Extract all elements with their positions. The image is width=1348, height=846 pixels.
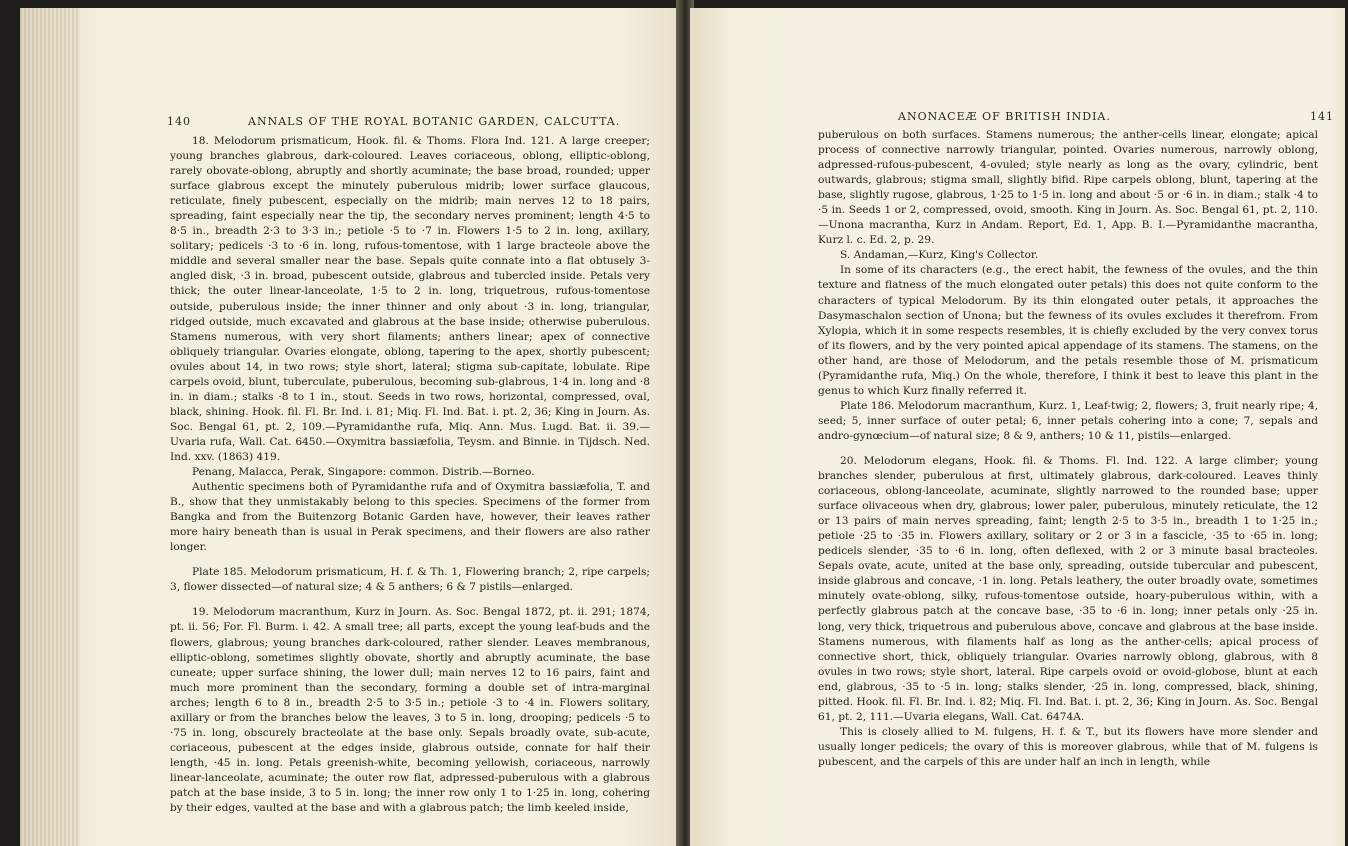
- paragraph-species-19: 19. Melodorum macranthum, Kurz in Journ. As. Soc. Bengal 1872, pt. ii. 291; 1874, pt. ii. 56; For. Fl. Burm. i. 42. A small tree; all parts, except the young leaf-buds and the flowers, glabrous; young branches dark-coloured, rather slender. Leaves membranous, elliptic-oblong, sometimes slightly obovate, shortly and abruptly acuminate, the base cuneate; upper surface shining, the lower dull; main nerves 12 to 16 pairs, faint and much more prominent than the secondary, forming a double set of intra-marginal arches; length 6 to 8 in., breadth 2·5 to 3·5 in.; petiole ·3 to ·4 in. Flowers solitary, axillary or from the branches below the leaves, 3 to 5 in. long, drooping; pedicels ·5 to ·75 in. long, obscurely bracteolate at the base only. Sepals broadly ovate, sub-acute, coriaceous, pubescent at the edges inside, glabrous outside, connate for half their length, ·45 in. long. Petals greenish-white, becoming yellowish, coriaceous, narrowly linear-lanceolate, acuminate; the outer row flat, adpressed-puberulous with a glabrous patch at the base inside, 3 to 5 in. long; the inner row only 1 to 1·25 in. long, cohering by their edges, vaulted at the base and with a glabrous patch; the limb keeled inside,: [170, 606, 650, 815]
- paragraph-species-20: 20. Melodorum elegans, Hook. fil. & Thoms. Fl. Ind. 122. A large climber; young branches slender, puberulous at first, ultimately glabrous, dark-coloured. Leaves thinly coriaceous, oblong-lanceolate, acuminate, slightly narrowed to the rounded base; upper surface olivaceous when dry, glabrous; lower paler, puberulous, minutely reticulate, the 12 or 13 pairs of main nerves spreading, faint; length 2·5 to 3·5 in., breadth 1 to 1·25 in.; petiole ·25 to ·35 in. Flowers axillary, solitary or 2 or 3 in a fascicle, ·35 to ·65 in. long; pedicels slender, ·35 to ·6 in. long, often deflexed, with 2 or 3 minute basal bracteoles. Sepals ovate, acute, united at the base only, spreading, outside tubercular and pubescent, inside glabrous and concave, ·1 in. long. Petals leathery, the outer broadly ovate, sometimes minutely ovate-oblong, silky, rufous-tomentose outside, hoary-puberulous within, with a perfectly glabrous patch at the concave base, ·35 to ·6 in. long; inner petals only ·25 in. long, very thick, triquetrous and puberulous above, concave and glabrous at the base inside. Stamens numerous, with filaments half as long as the anther-cells; apical process of connective short, thick, obliquely triangular. Ovaries narrowly oblong, glabrous, with 8 ovules in two rows; style short, lateral. Ripe carpels ovoid or ovoid-globose, blunt at each end, glabrous, ·35 to ·5 in. long; stalks slender, ·25 in. long, compressed, black, shining, pitted. Hook. fil. Fl. Br. Ind. i. 82; Miq. Fl. Ind. Bat. i. pt. 2, 36; King in Journ. As. Soc. Bengal 61, pt. 2, 111.—Uvaria elegans, Wall. Cat. 6474A.: [818, 454, 1318, 723]
- plate-185-caption: Plate 185. Melodorum prismaticum, H. f. & Th. 1, Flowering branch; 2, ripe carpels; 3, flower dissected—of natural size; 4 & 5 anthers; 6 & 7 pistils—enlarged.: [170, 566, 650, 594]
- paragraph-affinity: This is closely allied to M. fulgens, H. f. & T., but its flowers have more slender and usually longer pedicels; the ovary of this is moreover glabrous, while that of M. fulgens is pubescent, and the carpels of this are under half an inch in length, while: [818, 725, 1318, 768]
- paragraph-distribution: Penang, Malacca, Perak, Singapore: common. Distrib.—Borneo.: [192, 466, 535, 479]
- right-running-head: ANONACEÆ OF BRITISH INDIA.: [898, 110, 1111, 123]
- page-edges: [20, 8, 80, 846]
- paragraph-species-18: 18. Melodorum prismaticum, Hook. fil. & Thoms. Flora Ind. 121. A large creeper; young branches glabrous, dark-coloured. Leaves coriaceous, oblong, elliptic-oblong, rarely obovate-oblong, abruptly and shortly acuminate; the base broad, rounded; upper surface glabrous except the minutely puberulous midrib; lower surface glaucous, reticulate, finely pubescent, especially on the midrib; main nerves 12 to 18 pairs, spreading, faint especially near the tip, the secondary nerves prominent; length 4·5 to 8·5 in., breadth 2·3 to 3·3 in.; petiole ·5 to ·7 in. Flowers 1·5 to 2 in. long, axillary, solitary; pedicels ·3 to ·6 in. long, rufous-tomentose, with 1 large bracteole above the middle and several smaller near the base. Sepals quite connate into a flat obtusely 3-angled disk, ·3 in. broad, pubescent outside, glabrous and tubercled inside. Petals very thick; the outer linear-lanceolate, 1·5 to 2 in. long, triquetrous, rufous-tomentose outside, puberulous inside; the inner thinner and only about ·3 in. long, triangular, ridged outside, much excavated and glabrous at the base inside; otherwise puberulous. Stamens numerous, with very short filaments; anthers linear; apex of connective obliquely triangular. Ovaries elongate, oblong, tapering to the apex, shortly pubescent; ovules about 14, in two rows; style short, lateral; stigma sub-capitate, lobulate. Ripe carpels ovoid, blunt, tuberculate, puberulous, becoming sub-glabrous, 1·4 in. long and ·8 in. in diam.; stalks ·8 to 1 in., stout. Seeds in two rows, horizontal, compressed, oval, black, shining. Hook. fil. Fl. Br. Ind. i. 81; Miq. Fl. Ind. Bat. i. pt. 2, 36; King in Journ. As. Soc. Bengal 61, pt. 2, 109.—Pyramidanthe rufa, Miq. Ann. Mus. Lugd. Bat. ii. 39.—Uvaria rufa, Wall. Cat. 6450.—Oxymitra bassiæfolia, Teysm. and Binnie. in Tijdsch. Ned. Ind. xxv. (1863) 419.: [170, 135, 650, 463]
- left-page-number: 140: [167, 115, 191, 128]
- right-body-text: [818, 128, 1318, 770]
- paragraph-authentic-specimens: Authentic specimens both of Pyramidanthe rufa and of Oxymitra bassiæfolia, T. and B., show that they unmistakably belong to this species. Specimens of the former from Bangka and from the Buitenzorg Botanic Garden have, however, their leaves rather more hairy beneath than is usual in Perak specimens, and their flowers are also rather longer.: [170, 481, 650, 554]
- left-running-head: ANNALS OF THE ROYAL BOTANIC GARDEN, CALCUTTA.: [248, 115, 621, 128]
- paragraph-characters: In some of its characters (e.g., the erect habit, the fewness of the ovules, and the thin texture and flatness of the much elongated outer petals) this does not quite conform to the characters of typical Melodorum. By its thin elongated outer petals, it approaches the Dasymaschalon section of Unona; but the fewness of its ovules excludes it therefrom. From Xylopia, which it in some respects resembles, it is chiefly excluded by the very convex torus of its flowers, and by the very pointed apical appendage of its stamens. The stamens, on the other hand, are those of Melodorum, and the petals resemble those of M. prismaticum (Pyramidanthe rufa, Miq.) On the whole, therefore, I think it best to leave this plant in the genus to which Kurz finally referred it.: [818, 264, 1318, 397]
- left-body-text: [170, 134, 650, 816]
- right-page-number: 141: [1310, 110, 1334, 123]
- plate-186-caption: Plate 186. Melodorum macranthum, Kurz. 1, Leaf-twig; 2, flowers; 3, fruit nearly ripe; 4, seed; 5, inner surface of outer petal; 6, inner petals cohering into a cone; 7, sepals and andro-gynœcium—of natural size; 8 & 9, anthers; 10 & 11, pistils—enlarged.: [818, 399, 1318, 442]
- paragraph-andaman: S. Andaman,—Kurz, King's Collector.: [840, 249, 1039, 262]
- paragraph-species-19-cont: puberulous on both surfaces. Stamens numerous; the anther-cells linear, elongate; apical process of connective narrowly triangular, pointed. Ovaries numerous, narrowly oblong, adpressed-rufous-pubescent, 4-ovuled; style nearly as long as the ovary, cylindric, bent outwards, glabrous; stigma small, slightly bifid. Ripe carpels oblong, blunt, tapering at the base, slightly rugose, glabrous, 1·25 to 1·5 in. long and about ·5 or ·6 in. in diam.; stalk ·4 to ·5 in. Seeds 1 or 2, compressed, ovoid, smooth. King in Journ. As. Soc. Bengal 61, pt. 2, 110.—Unona macrantha, Kurz in Andam. Report, Ed. 1, App. B. I.—Pyramidanthe macrantha, Kurz l. c. Ed. 2, p. 29.: [818, 129, 1318, 247]
